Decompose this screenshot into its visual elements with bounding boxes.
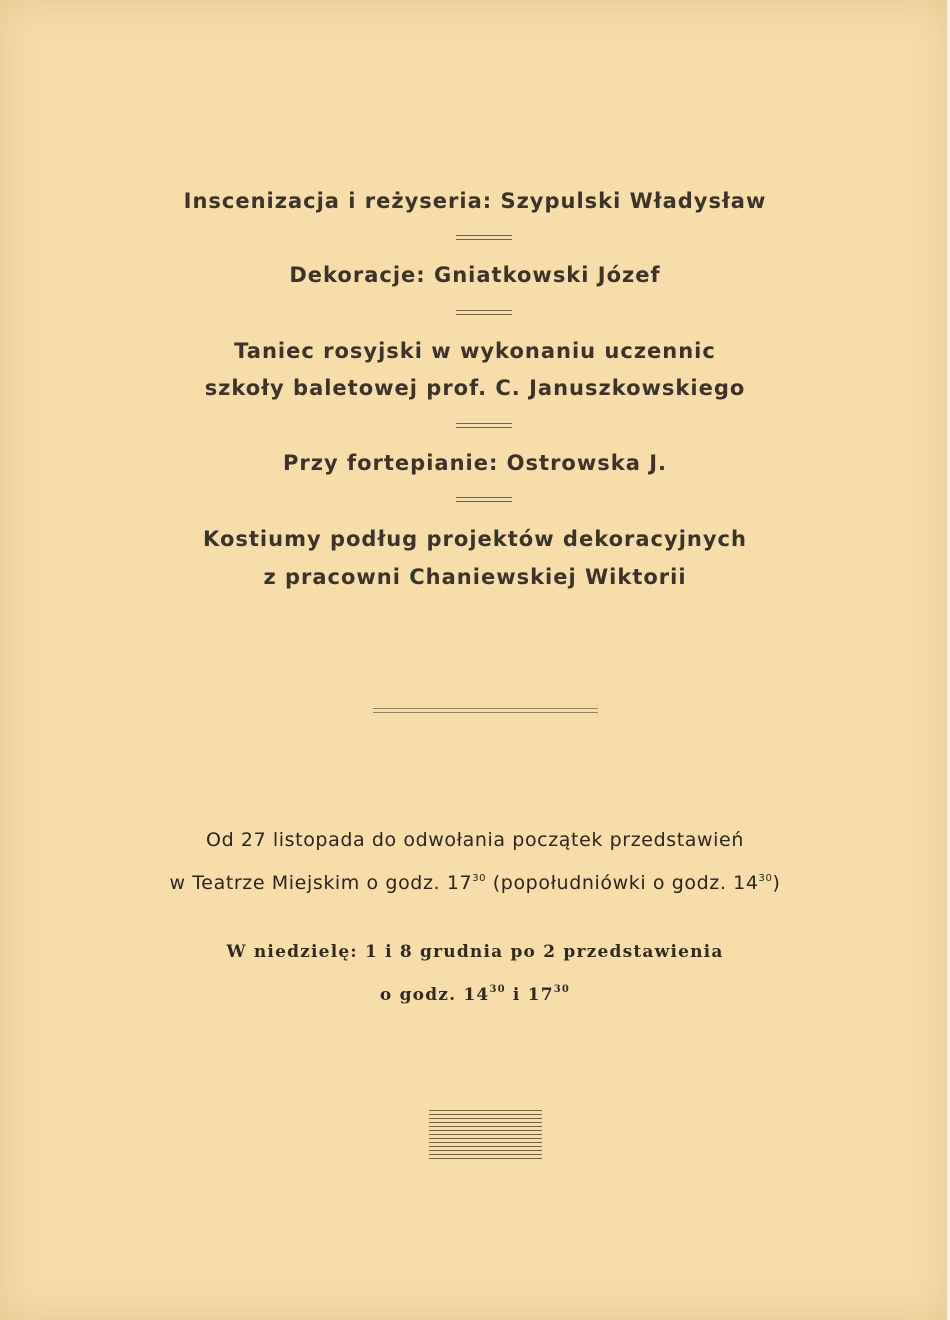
ornament-stripes	[429, 1110, 542, 1162]
sunday-line-1: W niedzielę: 1 i 8 grudnia po 2 przedstawienia	[226, 942, 724, 962]
piano-credit: Przy fortepianie: Ostrowska J.	[283, 451, 667, 475]
staging-credit: Inscenizacja i reżyseria: Szypulski Władysław	[183, 189, 767, 213]
decorations-credit: Dekoracje: Gniatkowski Józef	[289, 263, 661, 287]
section-divider	[373, 708, 598, 713]
divider	[456, 497, 512, 502]
dance-credit-line-2: szkoły baletowej prof. C. Januszkowskiego	[204, 376, 746, 400]
sunday-line-2: o godz. $14^{30}$ i $17^{30}$	[379, 984, 571, 1005]
costumes-credit-line-1: Kostiumy podług projektów dekoracyjnych	[203, 527, 747, 551]
schedule-line-2: w Teatrze Miejskim o godz. $17^{30}$ (popołudniówki o godz. $14^{30}$)	[169, 872, 781, 894]
dance-credit-line-1: Taniec rosyjski w wykonaniu uczennic	[234, 339, 716, 363]
schedule-line-1: Od 27 listopada do odwołania początek przedstawień	[206, 829, 744, 851]
divider	[456, 423, 512, 428]
divider	[456, 310, 512, 315]
costumes-credit-line-2: z pracowni Chaniewskiej Wiktorii	[263, 565, 687, 589]
divider	[456, 235, 512, 240]
